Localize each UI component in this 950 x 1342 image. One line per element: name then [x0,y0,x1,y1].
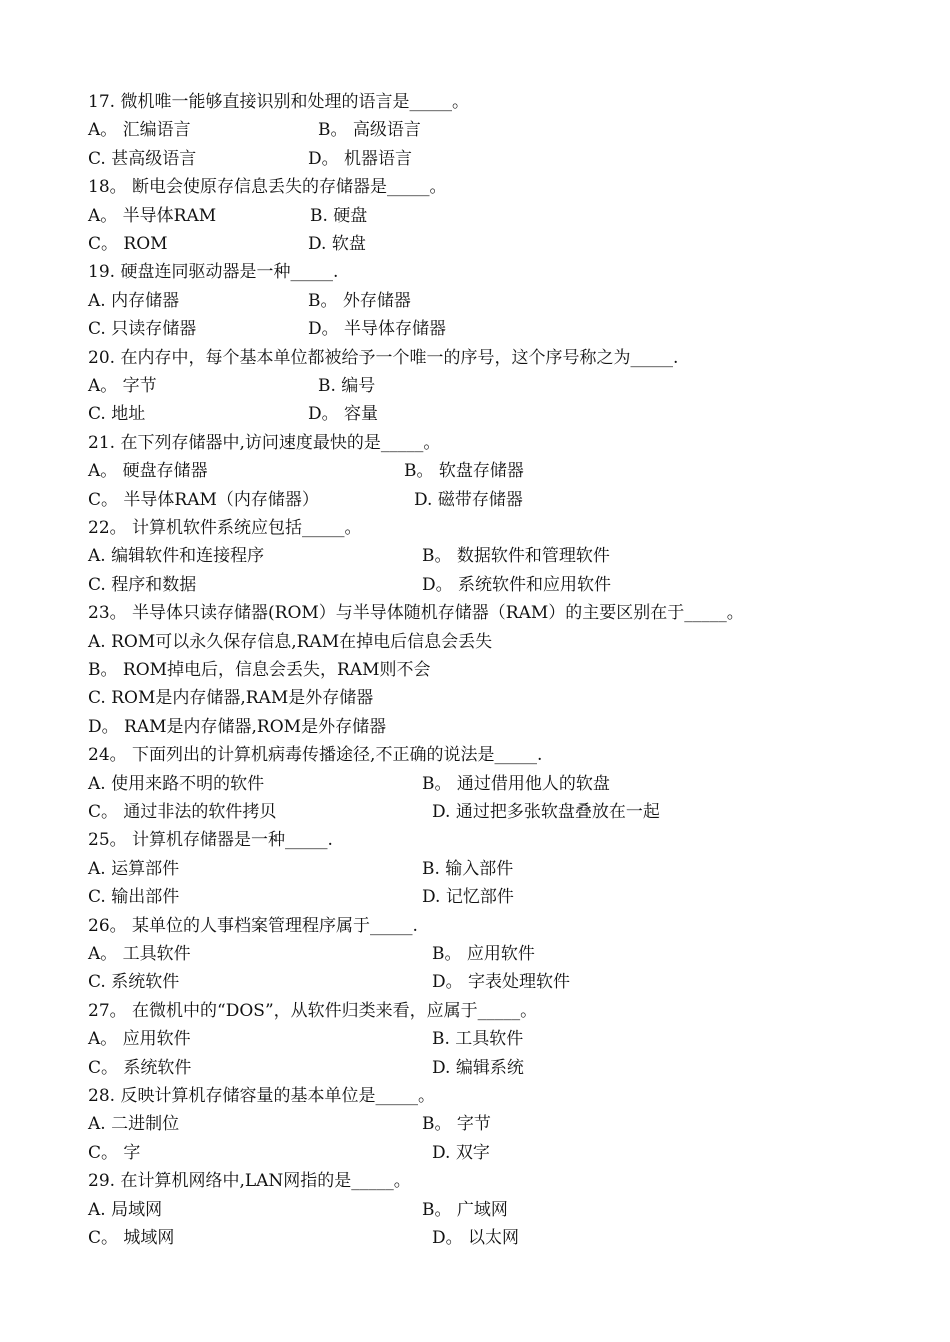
question-option: A。 半导体RAM [88,205,217,226]
question-option: C。 通过非法的软件拷贝 [88,802,277,822]
question-option: D。 以太网 [432,1228,520,1248]
question-option: B。 通过借用他人的软盘 [422,773,610,794]
question-option: D. 双字 [432,1142,490,1163]
question-option: B。 ROM掉电后，信息会丢失，RAM则不会 [88,660,431,680]
question-option: C. 系统软件 [88,972,180,993]
question-option: C. 甚高级语言 [88,148,197,169]
question-option: B. 编号 [318,376,376,396]
question-option: C. 输出部件 [88,887,180,908]
question-option: D。 RAM是内存储器,ROM是外存储器 [88,716,387,737]
question-option: D。 半导体存储器 [308,319,447,340]
question-option: C. ROM是内存储器,RAM是外存储器 [88,688,374,709]
question-option: A. 内存储器 [88,290,180,311]
question-option: A. 二进制位 [88,1114,180,1135]
question-option: D. 编辑系统 [432,1057,524,1078]
question-option: A。 硬盘存储器 [88,461,208,482]
question-option: D。 机器语言 [308,148,413,169]
question-option: D. 磁带存储器 [414,489,523,510]
question-option: C。 城域网 [88,1228,175,1248]
question-option: B。 应用软件 [432,944,535,964]
question-option: C。 ROM [88,234,168,254]
question-option: A。 应用软件 [88,1029,191,1050]
question-option: C. 程序和数据 [88,574,197,595]
question-option: B。 广域网 [422,1199,508,1220]
question-option: B。 软盘存储器 [404,461,524,482]
question-option: D. 软盘 [308,234,366,254]
question-option: B。 高级语言 [318,120,421,141]
question-option: C. 只读存储器 [88,319,197,340]
question-option: C。 半导体RAM（内存储器） [88,489,319,510]
question-stem: 23。 半导体只读存储器(ROM）与半导体随机存储器（RAM）的主要区别在于_____。 [88,603,744,624]
question-option: B。 字节 [422,1114,491,1135]
question-option: B。 外存储器 [308,290,411,311]
question-option: B. 工具软件 [432,1029,524,1050]
question-stem: 25。 计算机存储器是一种_____. [88,830,333,851]
question-option: A。 汇编语言 [88,120,191,141]
question-option: C。 字 [88,1142,141,1163]
question-option: A. 编辑软件和连接程序 [88,546,265,567]
question-option: D. 通过把多张软盘叠放在一起 [432,802,660,822]
question-stem: 22。 计算机软件系统应包括_____。 [88,518,362,538]
question-stem: 26。 某单位的人事档案管理程序属于_____. [88,915,418,936]
question-stem: 19. 硬盘连同驱动器是一种_____. [88,262,339,283]
question-stem: 28. 反映计算机存储容量的基本单位是_____。 [88,1086,435,1106]
question-option: B. 输入部件 [422,858,514,879]
question-option: B。 数据软件和管理软件 [422,546,610,567]
question-stem: 20. 在内存中，每个基本单位都被给予一个唯一的序号，这个序号称之为_____. [88,347,679,368]
question-stem: 24。 下面列出的计算机病毒传播途径,不正确的说法是_____. [88,745,543,766]
question-stem: 17. 微机唯一能够直接识别和处理的语言是_____。 [88,92,469,112]
question-option: A. ROM可以永久保存信息,RAM在掉电后信息会丢失 [88,631,493,652]
question-option: D。 系统软件和应用软件 [422,574,612,595]
question-stem: 27。 在微机中的“DOS”，从软件归类来看，应属于_____。 [88,1000,538,1021]
question-option: A. 局域网 [88,1199,163,1220]
question-stem: 21. 在下列存储器中,访问速度最快的是_____。 [88,432,441,453]
question-option: A. 运算部件 [88,858,180,879]
question-option: C。 系统软件 [88,1057,192,1078]
question-option: A。 工具软件 [88,944,191,964]
question-stem: 18。 断电会使原存信息丢失的存储器是_____。 [88,177,447,198]
question-option: D. 记忆部件 [422,887,514,908]
question-stem: 29. 在计算机网络中,LAN网指的是_____。 [88,1171,411,1192]
question-option: C. 地址 [88,404,146,425]
question-option: D。 容量 [308,404,379,425]
question-option: A. 使用来路不明的软件 [88,773,265,794]
question-option: D。 字表处理软件 [432,972,571,993]
question-option: B. 硬盘 [310,205,368,226]
question-option: A。 字节 [88,376,157,396]
